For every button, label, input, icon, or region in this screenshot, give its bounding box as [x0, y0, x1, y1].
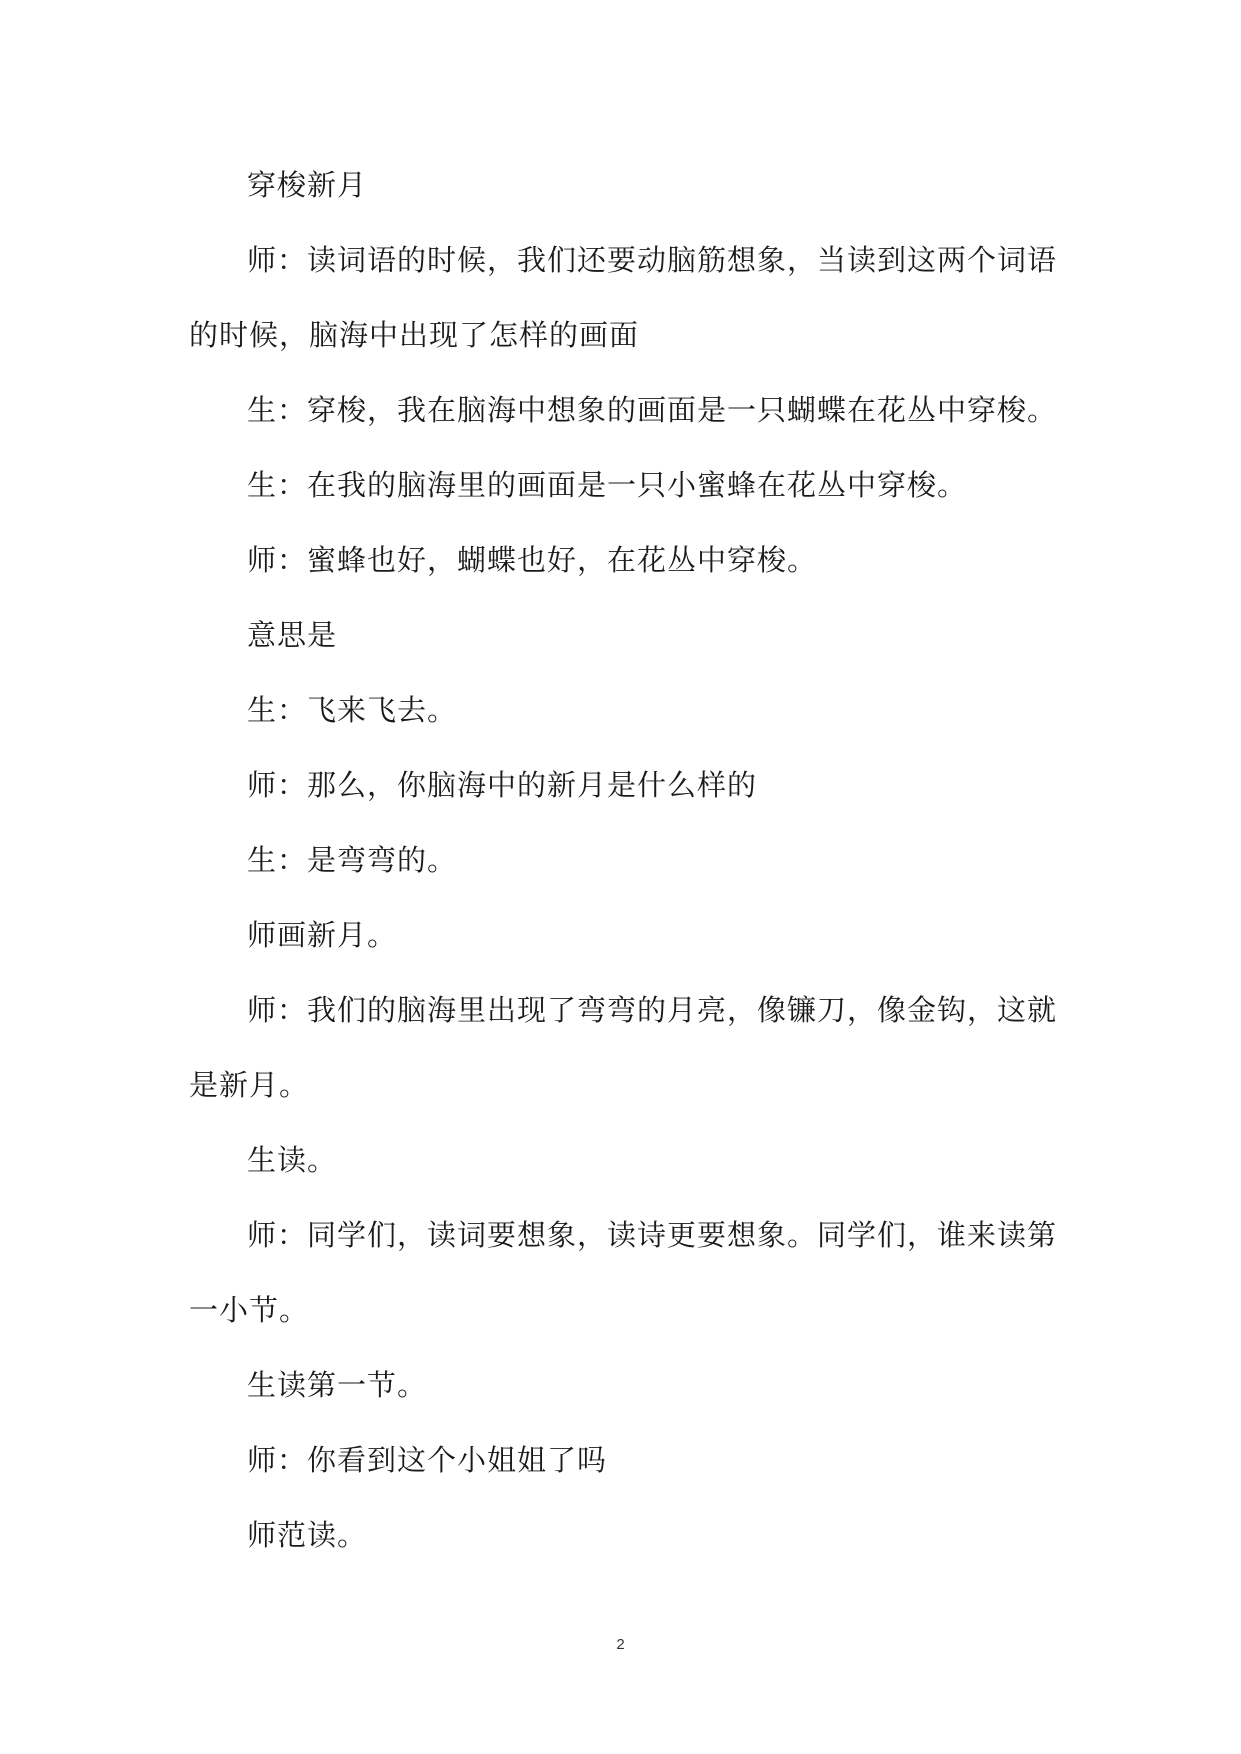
- paragraph: 师：蜜蜂也好，蝴蝶也好，在花丛中穿梭。: [247, 543, 818, 577]
- paragraph: 生：是弯弯的。: [247, 843, 458, 877]
- paragraph: 生读。: [247, 1143, 338, 1177]
- paragraph: 师：那么，你脑海中的新月是什么样的: [247, 768, 758, 802]
- paragraph: 生：穿梭，我在脑海中想象的画面是一只蝴蝶在花丛中穿梭。: [247, 393, 1058, 427]
- paragraph: 师：同学们，读词要想象，读诗更要想象。同学们，谁来读第一小节。: [189, 1218, 1058, 1327]
- paragraph: 生：飞来飞去。: [247, 693, 458, 727]
- paragraph: 生读第一节。: [247, 1368, 428, 1402]
- document-body: [189, 148, 1059, 1573]
- paragraph: 师范读。: [247, 1518, 368, 1552]
- paragraph: 师：你看到这个小姐姐了吗: [247, 1443, 608, 1477]
- paragraph: 意思是: [247, 618, 338, 652]
- paragraph: 师画新月。: [247, 918, 398, 952]
- paragraph: 生：在我的脑海里的画面是一只小蜜蜂在花丛中穿梭。: [247, 468, 968, 502]
- paragraph: 师：我们的脑海里出现了弯弯的月亮，像镰刀，像金钩，这就是新月。: [189, 993, 1058, 1102]
- paragraph: 师：读词语的时候，我们还要动脑筋想象，当读到这两个词语的时候，脑海中出现了怎样的画面: [189, 243, 1058, 352]
- paragraph: 穿梭新月: [247, 168, 368, 202]
- page-number: 2: [616, 1636, 625, 1653]
